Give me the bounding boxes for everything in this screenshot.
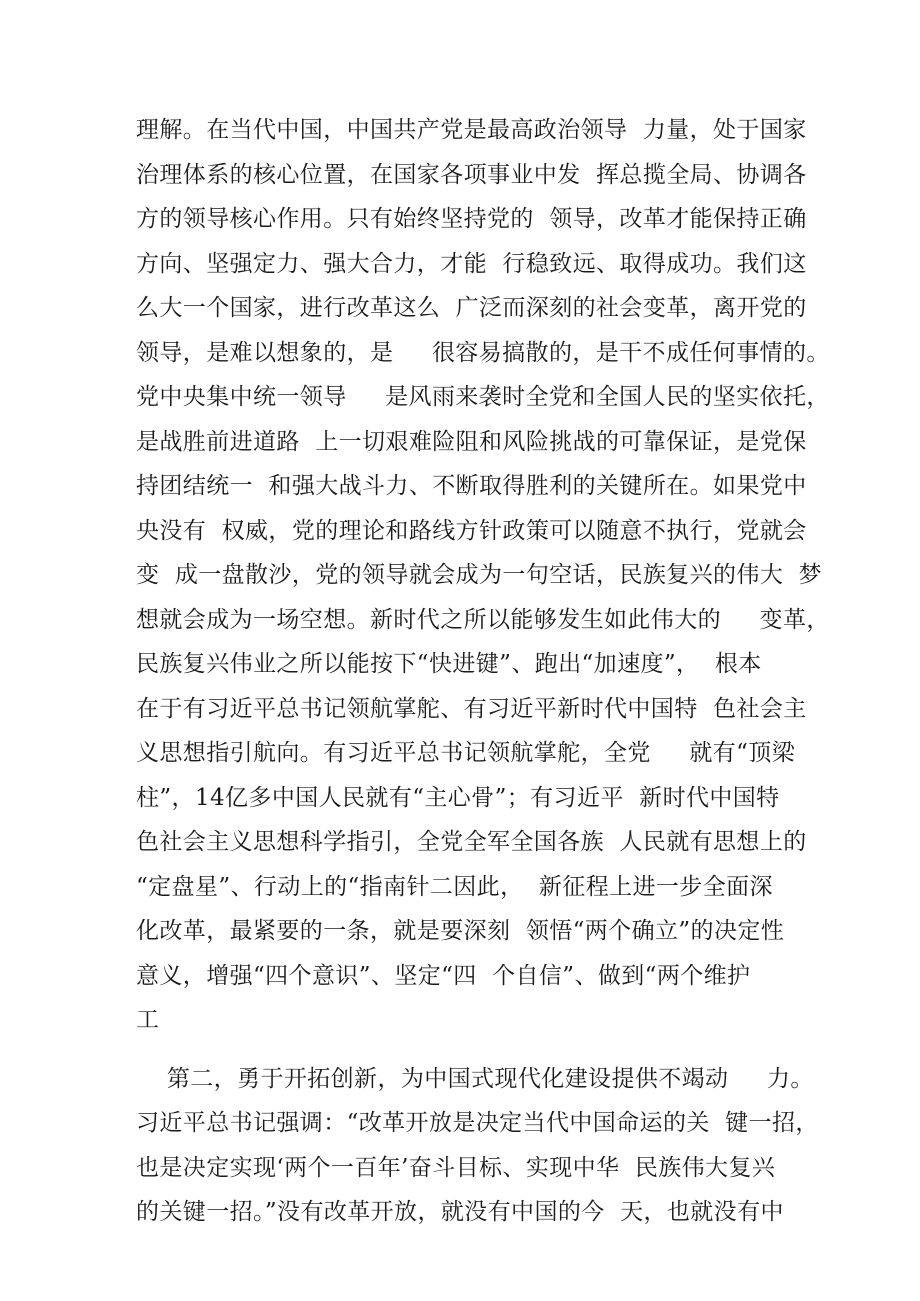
text-line: 意义，增强“四个意识”、坚定“四 个自信”、做到“两个维护 [136, 962, 751, 989]
text-line: 央没有 权威，党的理论和路线方针政策可以随意不执行，党就会 [136, 517, 807, 544]
text-line: 民族复兴伟业之所以能按下“快进键”、跑出“加速度”， 根本 [136, 651, 762, 677]
text-line: 的关键一招。”没有改革开放，就没有中国的今 天，也就没有中 [136, 1199, 784, 1225]
text-line: 习近平总书记强调：“改革开放是决定当代中国命运的关 键一招， [136, 1110, 819, 1136]
text-line: 柱”，14亿多中国人民就有“主心骨”；有习近平 新时代中国特 [136, 784, 780, 811]
text-line: “定盘星”、行动上的“指南针二因此， 新征程上进一步全面深 [136, 873, 773, 900]
text-line: 治理体系的核心位置，在国家各项事业中发 挥总揽全局、协调各 [136, 161, 807, 188]
text-line: 持团结统一 和强大战斗力、不断取得胜利的关键所在。如果党中 [136, 473, 807, 499]
text-line: 党中央集中统一领导 是风雨来袭时全党和全国人民的坚实依托， [136, 384, 830, 410]
text-line: 色社会主义思想科学指引，全党全军全国各族 人民就有思想上的 [136, 829, 807, 855]
paragraph-spacer [136, 1043, 826, 1057]
text-line: 也是决定实现‘两个一百年’奋斗目标、实现中华 民族伟大复兴 [136, 1154, 776, 1181]
text-line: 么大一个国家，进行改革这么 广泛而深刻的社会变革，离开党的 [136, 295, 807, 321]
paragraph-2 [136, 1057, 826, 1235]
paragraph-1 [136, 108, 830, 1043]
text-line: 工 [136, 1007, 160, 1033]
text-line: 方向、坚强定力、强大合力，才能 行稳致远、取得成功。我们这 [136, 250, 807, 277]
text-line: 理解。在当代中国，中国共产党是最高政治领导 力量，处于国家 [136, 117, 807, 143]
text-line: 领导，是难以想象的，是 很容易搞散的，是干不成任何事情的。 [136, 339, 830, 366]
text-line: 变 成一盘散沙，党的领导就会成为一句空话，民族复兴的伟大 梦 [136, 562, 823, 588]
body-text [136, 108, 830, 1235]
text-line: 化改革，最紧要的一条，就是要深刻 领悟“两个确立”的决定性 [136, 918, 785, 944]
text-line: 第二，勇于开拓创新，为中国式现代化建设提供不竭动 力。 [136, 1065, 814, 1092]
text-line: 在于有习近平总书记领航掌舵、有习近平新时代中国特 色社会主 [136, 695, 807, 722]
text-line: 方的领导核心作用。只有始终坚持党的 领导，改革才能保持正确 [136, 206, 807, 232]
text-line: 是战胜前进道路 上一切艰难险阻和风险挑战的可靠保证，是党保 [136, 428, 807, 455]
text-line: 义思想指引航向。有习近平总书记领航掌舵，全党 就有“顶梁 [136, 740, 796, 766]
text-line: 想就会成为一场空想。新时代之所以能够发生如此伟大的 变革， [136, 606, 830, 633]
